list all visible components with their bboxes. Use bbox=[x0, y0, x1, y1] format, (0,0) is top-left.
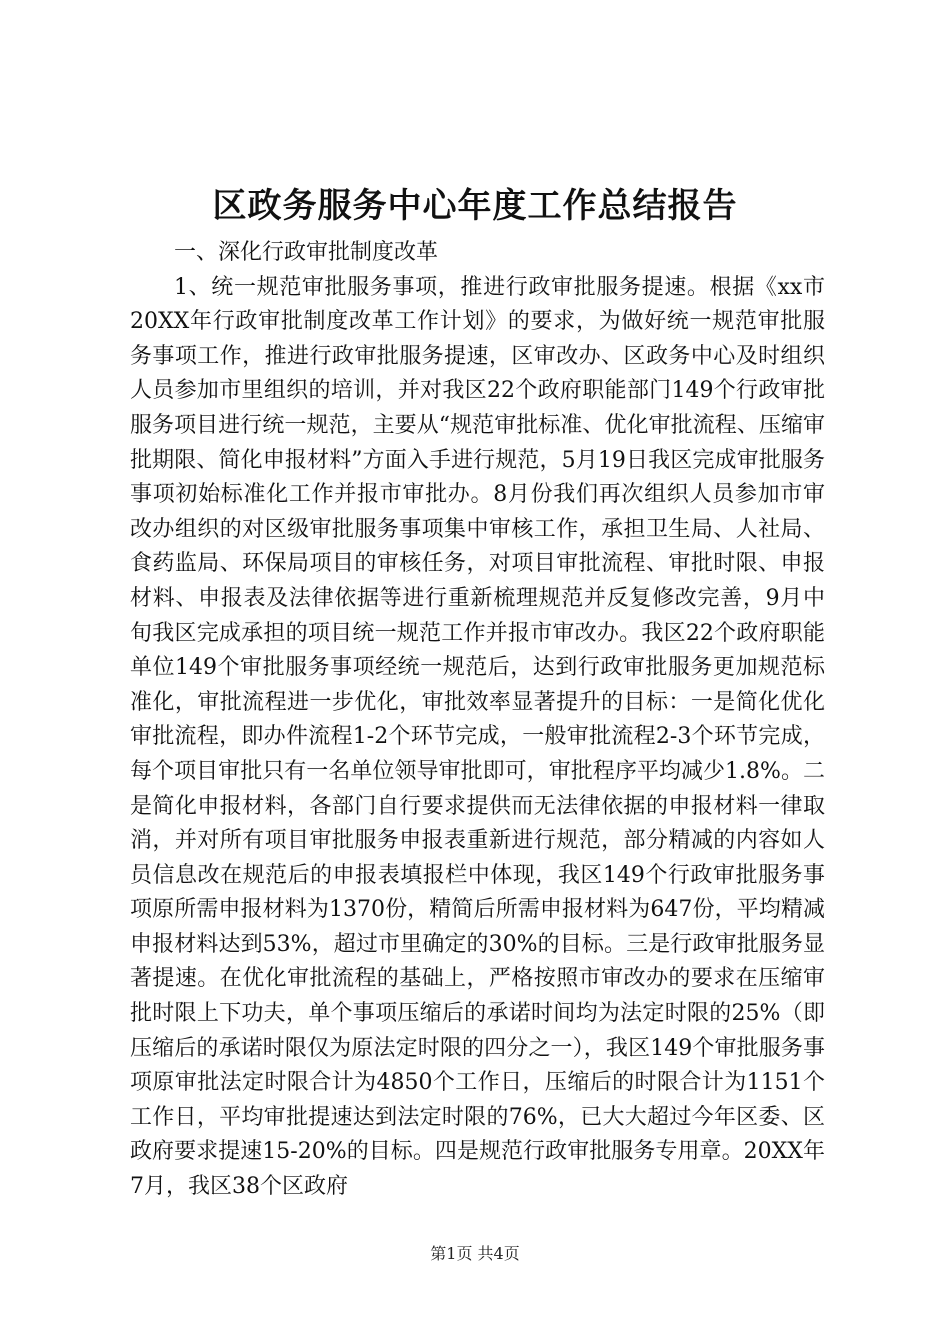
page-number-footer: 第1页 共4页 bbox=[430, 1244, 520, 1263]
document-body bbox=[130, 236, 825, 1205]
document-title: 区政务服务中心年度工作总结报告 bbox=[212, 186, 738, 226]
body-paragraph: 1、统一规范审批服务事项，推进行政审批服务提速。根据《xx市20XX年行政审批制度改革工作计划》的要求，为做好统一规范审批服务事项工作，推进行政审批服务提速，区审改办、区政务中心及时组织人员参加市里组织的培训，并对我区22个政府职能部门149个行政审批服务项目进行统一规范，主要从“规范审批标准、优化审批流程、压缩审批期限、简化申报材料”方面入手进行规范，5月19日我区完成审批服务事项初始标准化工作并报市审批办。8月份我们再次组织人员参加市审改办组织的对区级审批服务事项集中审核工作，承担卫生局、人社局、食药监局、环保局项目的审核任务，对项目审批流程、审批时限、申报材料、申报表及法律依据等进行重新梳理规范并反复修改完善，9月中旬我区完成承担的项目统一规范工作并报市审改办。我区22个政府职能单位149个审批服务事项经统一规范后，达到行政审批服务更加规范标准化，审批流程进一步优化，审批效率显著提升的目标：一是简化优化审批流程，即办件流程1-2个环节完成，一般审批流程2-3个环节完成，每个项目审批只有一名单位领导审批即可，审批程序平均减少1.8%。二是简化申报材料，各部门自行要求提供而无法律依据的申报材料一律取消，并对所有项目审批服务申报表重新进行规范，部分精减的内容如人员信息改在规范后的申报表填报栏中体现，我区149个行政审批服务事项原所需申报材料为1370份，精简后所需申报材料为647份，平均精减申报材料达到53%，超过市里确定的30%的目标。三是行政审批服务显著提速。在优化审批流程的基础上，严格按照市审改办的要求在压缩审批时限上下功夫，单个事项压缩后的承诺时间均为法定时限的25%（即压缩后的承诺时限仅为原法定时限的四分之一），我区149个审批服务事项原审批法定时限合计为4850个工作日，压缩后的时限合计为1151个工作日，平均审批提速达到法定时限的76%，已大大超过今年区委、区政府要求提速15-20%的目标。四是规范行政审批服务专用章。20XX年7月，我区38个区政府 bbox=[130, 274, 825, 1200]
section-heading: 一、深化行政审批制度改革 bbox=[174, 240, 439, 265]
